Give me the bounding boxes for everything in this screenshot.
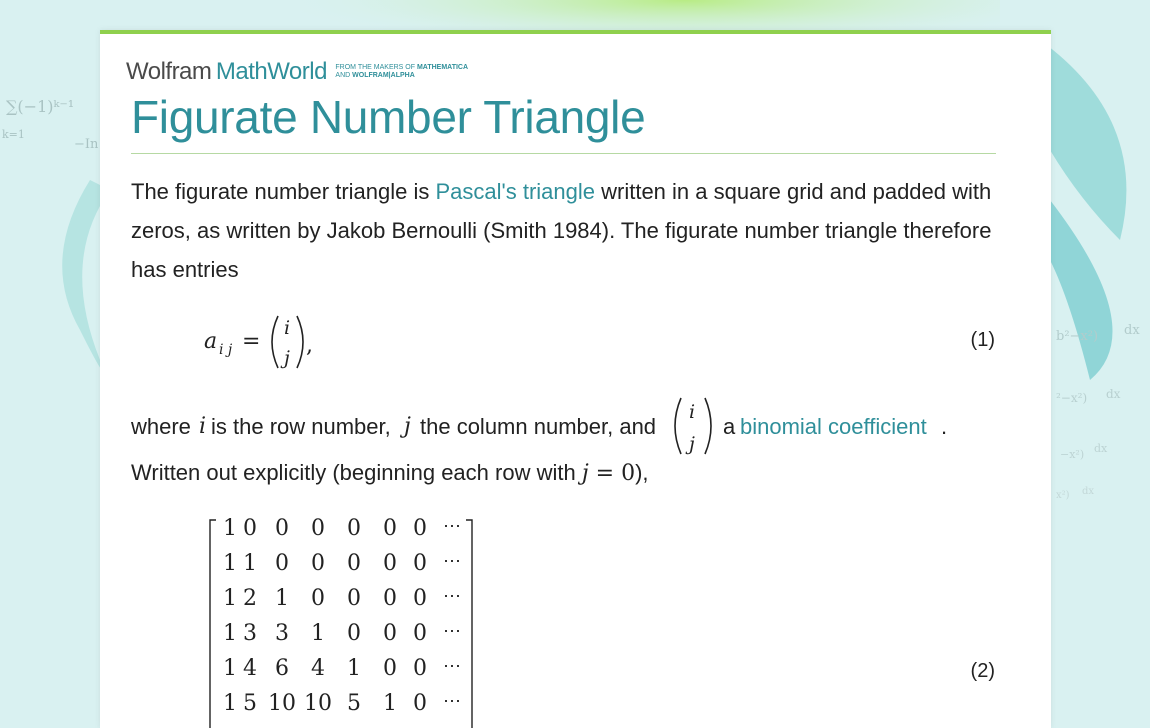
page-title: Figurate Number Triangle [131,91,646,143]
tagline-prefix-1: FROM THE MAKERS OF [335,64,416,71]
matrix-cell: 0 [413,691,427,716]
matrix-cell: 5 [347,691,361,716]
svg-text:²−x²): ²−x²) [1056,391,1088,405]
p2-col-text: the column number, and [420,414,657,439]
eq1-equals: = [242,329,261,354]
binom-bottom: j [689,433,695,455]
matrix-cell: 0 [413,621,427,646]
matrix-cell: ⋯ [443,516,461,537]
svg-text:−In: −In [74,137,99,152]
svg-text:dx: dx [1106,387,1121,401]
matrix-cell: 1 [243,551,257,576]
p3-text: Written out explicitly (beginning each row with [131,460,576,485]
intro-paragraph [131,172,1001,289]
eq1-left-paren [272,316,278,368]
tagline-mathematica: MATHEMATICA [416,64,469,71]
matrix-cell: 3 [275,621,289,646]
intro-text-2: written in a square grid and padded with zeros, as written by Jakob Bernoulli (Smith 1984). The figurate number triangle therefore has entries [131,179,992,282]
matrix-cell: 3 [243,621,257,646]
matrix-cell: 0 [413,586,427,611]
matrix-cell: 1 [223,551,237,576]
intro-text-1: The figurate number triangle is [131,179,436,204]
eq1-right-paren [297,316,303,368]
matrix-cell: 0 [311,516,325,541]
matrix-cell: ⋯ [443,586,461,607]
p2-row-text: is the row number, [211,414,391,439]
tagline-wolframalpha: WOLFRAM|ALPHA [352,72,415,79]
article-card [100,30,1051,728]
matrix-cell: 0 [347,516,361,541]
matrix-cell: ⋯ [443,691,461,712]
eq1-subscript: i j [219,342,233,358]
matrix-cell: 0 [311,586,325,611]
eq1-comma: , [306,333,313,358]
matrix-cell: 0 [413,656,427,681]
eq1-binom-top: i [284,317,291,339]
matrix-cell: 1 [275,586,289,611]
matrix-cell: 0 [347,551,361,576]
svg-text:dx: dx [1082,486,1095,497]
p3-end: ), [635,460,649,485]
binom-right-paren [705,398,711,454]
svg-text:dx: dx [1094,442,1108,455]
svg-text:∑(−1)ᵏ⁻¹: ∑(−1)ᵏ⁻¹ [6,97,75,116]
matrix-cell: 0 [275,551,289,576]
p2-period: . [941,414,948,439]
matrix-cell: 5 [243,691,257,716]
logo-mathworld: MathWorld [215,58,327,85]
pascals-triangle-link[interactable]: Pascal's triangle [435,179,595,204]
p3-var-j: j [581,461,589,486]
p2-where: where [131,414,191,439]
matrix-cell: 0 [311,551,325,576]
matrix-cell: 0 [383,551,397,576]
matrix-cell: 10 [304,691,332,716]
svg-text:x²): x²) [1056,490,1070,501]
p2-a: a [723,414,736,439]
svg-text:−x²): −x²) [1060,448,1085,461]
equation-number-2: (2) [970,660,995,682]
equation-number-1: (1) [970,329,995,351]
matrix-cell: 1 [223,691,237,716]
matrix-cell: 0 [413,516,427,541]
eq1-binom-bottom: j [284,347,290,369]
matrix-cell: 0 [383,586,397,611]
matrix-cell: 2 [243,586,257,611]
matrix-cell: ⋯ [443,621,461,642]
matrix-cell: 1 [223,656,237,681]
matrix-cell: 6 [275,656,289,681]
matrix-cell: 0 [383,621,397,646]
matrix-cell: 1 [223,586,237,611]
svg-text:b²−x²): b²−x²) [1056,329,1099,344]
matrix-cell: 1 [311,621,325,646]
binom-left-paren [675,398,681,454]
binomial-coefficient-link[interactable]: binomial coefficient [740,414,927,439]
p2-var-i: i [199,414,207,439]
matrix-cell: ⋯ [443,551,461,572]
matrix-cell: 0 [275,516,289,541]
explicit-paragraph [131,460,649,486]
matrix-cell: 1 [347,656,361,681]
logo-wolfram: Wolfram [126,58,212,85]
matrix-cell: 0 [347,586,361,611]
tagline-prefix-2: AND [335,72,351,79]
matrix-cell: 1 [223,516,237,541]
matrix-cell: 0 [413,551,427,576]
p3-equals-zero: = 0 [588,461,636,486]
binomial-inline [669,394,725,458]
logo-tagline [335,64,468,80]
matrix-cell: 0 [347,621,361,646]
p2-var-j: j [404,414,411,439]
site-logo[interactable] [126,58,468,88]
matrix-cell: ⋯ [443,656,461,677]
title-divider [131,153,996,154]
figurate-matrix [208,514,478,728]
matrix-cell: 0 [383,656,397,681]
svg-text:dx: dx [1124,323,1140,338]
eq1-lhs: a [204,329,218,354]
svg-text:k=1: k=1 [2,128,25,141]
matrix-cell: 4 [243,656,257,681]
matrix-cell: 0 [243,516,257,541]
binom-top: i [689,401,696,423]
matrix-cell: 1 [223,621,237,646]
matrix-cell: 0 [383,516,397,541]
matrix-cell: 1 [383,691,397,716]
matrix-cell: 4 [311,656,325,681]
definition-paragraph [131,394,1011,460]
matrix-cell: 10 [268,691,296,716]
equation-1 [204,310,324,374]
